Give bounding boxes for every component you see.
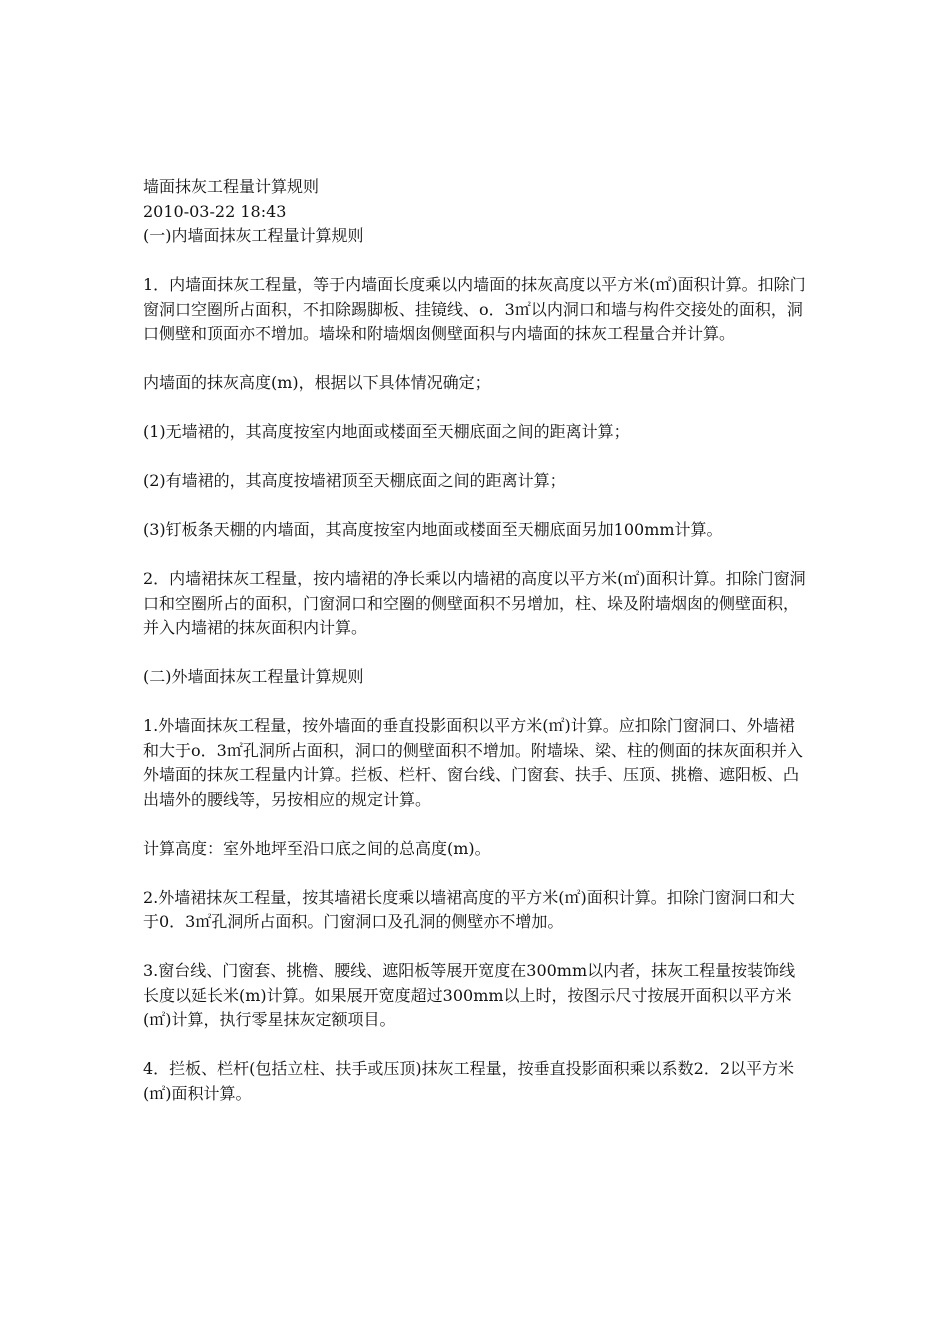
paragraph-exterior-4: 4．拦板、栏杆(包括立柱、扶手或压顶)抹灰工程量，按垂直投影面积乘以系数2．2以平方米(㎡)面积计算。: [143, 1059, 795, 1103]
paragraph-interior-2: 2．内墙裙抹灰工程量，按内墙裙的净长乘以内墙裙的高度以平方米(㎡)面积计算。扣除门窗洞口和空圈所占的面积，门窗洞口和空圈的侧壁面积不另增加，柱、垛及附墙烟囱的侧壁面积，并入内墙裙的抹灰面积内计算。: [143, 569, 806, 637]
spacer: [143, 494, 808, 519]
document-datetime: 2010-03-22 18:43: [143, 201, 287, 221]
paragraph-case-3: (3)钉板条天棚的内墙面，其高度按室内地面或楼面至天棚底面另加100mm计算。: [143, 520, 723, 539]
section-heading-interior: (一)内墙面抹灰工程量计算规则: [143, 226, 364, 245]
paragraph-calc-height: 计算高度：室外地坪至沿口底之间的总高度(m)。: [143, 838, 491, 858]
spacer: [143, 690, 808, 715]
spacer: [143, 935, 808, 960]
spacer: [143, 249, 808, 274]
spacer: [143, 1033, 808, 1058]
paragraph-height-intro: 内墙面的抹灰高度(m)，根据以下具体情况确定；: [143, 373, 491, 392]
paragraph-exterior-3: 3.窗台线、门窗套、挑檐、腰线、遮阳板等展开宽度在300mm以内者，抹灰工程量按装饰线长度以延长米(m)计算。如果展开宽度超过300mm以上时，按图示尺寸按展开面积以平方米(㎡)计算，执行零星抹灰定额项目。: [143, 961, 796, 1029]
spacer: [143, 812, 808, 837]
paragraph-exterior-2: 2.外墙裙抹灰工程量，按其墙裙长度乘以墙裙高度的平方米(㎡)面积计算。扣除门窗洞口和大于0．3㎡孔洞所占面积。门窗洞口及孔洞的侧壁亦不增加。: [143, 887, 795, 931]
spacer: [143, 347, 808, 372]
paragraph-case-1: (1)无墙裙的，其高度按室内地面或楼面至天棚底面之间的距离计算；: [143, 422, 630, 441]
paragraph-exterior-1: 1.外墙面抹灰工程量，按外墙面的垂直投影面积以平方米(㎡)计算。应扣除门窗洞口、外墙裙和大于o．3㎡孔洞所占面积，洞口的侧壁面积不增加。附墙垛、梁、柱的侧面的抹灰面积并入外墙面的抹灰工程量内计算。拦板、栏杆、窗台线、门窗套、扶手、压顶、挑檐、遮阳板、凸出墙外的腰线等，另按相应的规定计算。: [143, 716, 803, 809]
spacer: [143, 543, 808, 568]
spacer: [143, 861, 808, 886]
spacer: [143, 396, 808, 421]
section-heading-exterior: (二)外墙面抹灰工程量计算规则: [143, 667, 364, 686]
spacer: [143, 445, 808, 470]
document-body: [143, 175, 808, 1106]
paragraph-case-2: (2)有墙裙的，其高度按墙裙顶至天棚底面之间的距离计算；: [143, 471, 566, 490]
paragraph-interior-1: 1．内墙面抹灰工程量，等于内墙面长度乘以内墙面的抹灰高度以平方米(㎡)面积计算。扣除门窗洞口空圈所占面积，不扣除踢脚板、挂镜线、o．3㎡以内洞口和墙与构件交接处的面积，洞口侧壁和顶面亦不增加。墙垛和附墙烟囱侧壁面积与内墙面的抹灰工程量合并计算。: [143, 275, 806, 343]
document-title: 墙面抹灰工程量计算规则: [143, 177, 320, 196]
spacer: [143, 641, 808, 666]
